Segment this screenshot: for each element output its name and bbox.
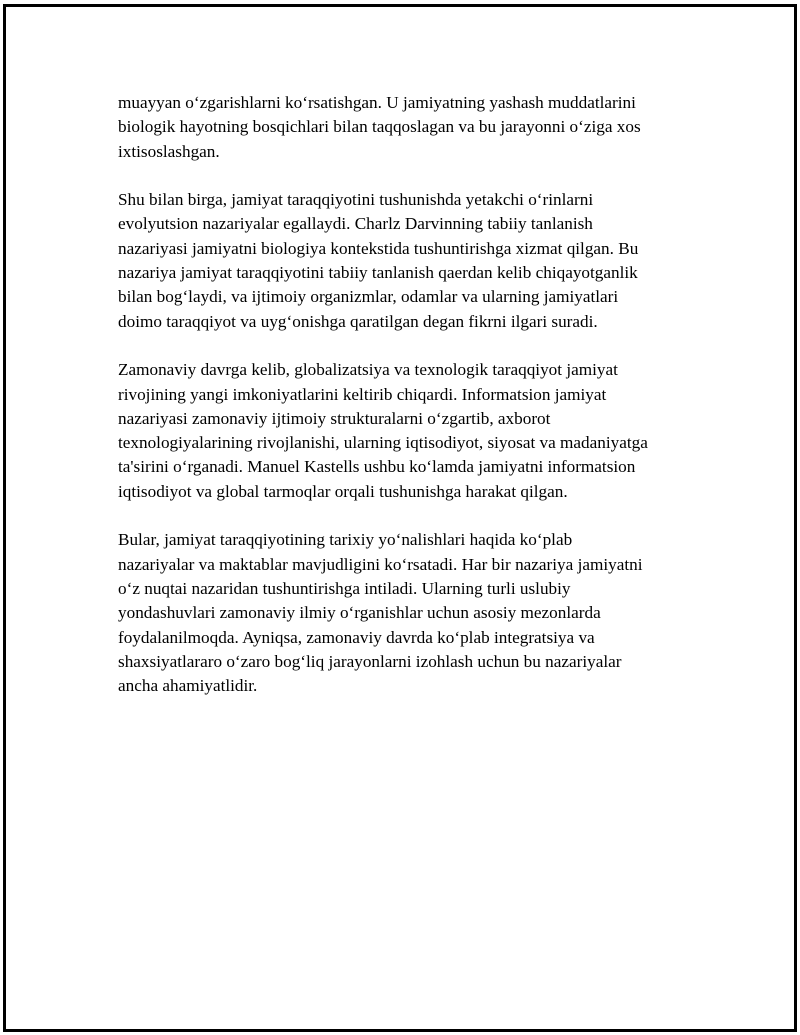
text-line: texnologiyalarining rivojlanishi, ularning iqtisodiyot, siyosat va madaniyatga <box>118 433 648 453</box>
text-line: bilan bog‘laydi, va ijtimoiy organizmlar, odamlar va ularning jamiyatlari <box>118 287 619 307</box>
text-line: rivojining yangi imkoniyatlarini keltirib chiqardi. Informatsion jamiyat <box>118 384 607 404</box>
document-body <box>118 91 718 723</box>
text-line: nazariya jamiyat taraqqiyotini tabiiy tanlanish qaerdan kelib chiqayotganlik <box>118 263 638 283</box>
text-line: iqtisodiyot va global tarmoqlar orqali tushunishga harakat qilgan. <box>118 481 568 501</box>
text-line: ancha ahamiyatlidir. <box>118 676 258 696</box>
paragraph-4 <box>118 528 718 698</box>
text-line: ixtisoslashgan. <box>118 141 220 161</box>
text-line: muayyan o‘zgarishlarni ko‘rsatishgan. U jamiyatning yashash muddatlarini <box>118 93 636 112</box>
text-line: evolyutsion nazariyalar egallaydi. Charlz Darvinning tabiiy tanlanish <box>118 214 593 234</box>
text-line: Shu bilan birga, jamiyat taraqqiyotini tushunishda yetakchi o‘rinlarni <box>118 190 594 210</box>
text-line: Zamonaviy davrga kelib, globalizatsiya va texnologik taraqqiyot jamiyat <box>118 360 618 380</box>
text-line: ta'sirini o‘rganadi. Manuel Kastells ushbu ko‘lamda jamiyatni informatsion <box>118 457 636 477</box>
text-line: nazariyalar va maktablar mavjudligini ko‘rsatadi. Har bir nazariya jamiyatni <box>118 554 643 574</box>
text-line: nazariyasi zamonaviy ijtimoiy strukturalarni o‘zgartib, axborot <box>118 408 551 428</box>
text-line: foydalanilmoqda. Ayniqsa, zamonaviy davrda ko‘plab integratsiya va <box>118 627 595 647</box>
paragraph-2 <box>118 188 718 334</box>
text-line: o‘z nuqtai nazaridan tushuntirishga intiladi. Ularning turli uslubiy <box>118 578 571 598</box>
paragraph-3 <box>118 358 718 504</box>
text-line: biologik hayotning bosqichlari bilan taqqoslagan va bu jarayonni o‘ziga xos <box>118 117 641 137</box>
text-line: shaxsiyatlararo o‘zaro bog‘liq jarayonlarni izohlash uchun bu nazariyalar <box>118 651 622 671</box>
paragraph-1 <box>118 91 718 164</box>
text-line: Bular, jamiyat taraqqiyotining tarixiy yo‘nalishlari haqida ko‘plab <box>118 530 573 550</box>
text-line: doimo taraqqiyot va uyg‘onishga qaratilgan degan fikrni ilgari suradi. <box>118 311 598 331</box>
text-line: nazariyasi jamiyatni biologiya kontekstida tushuntirishga xizmat qilgan. Bu <box>118 238 639 258</box>
text-line: yondashuvlari zamonaviy ilmiy o‘rganishlar uchun asosiy mezonlarda <box>118 603 601 623</box>
